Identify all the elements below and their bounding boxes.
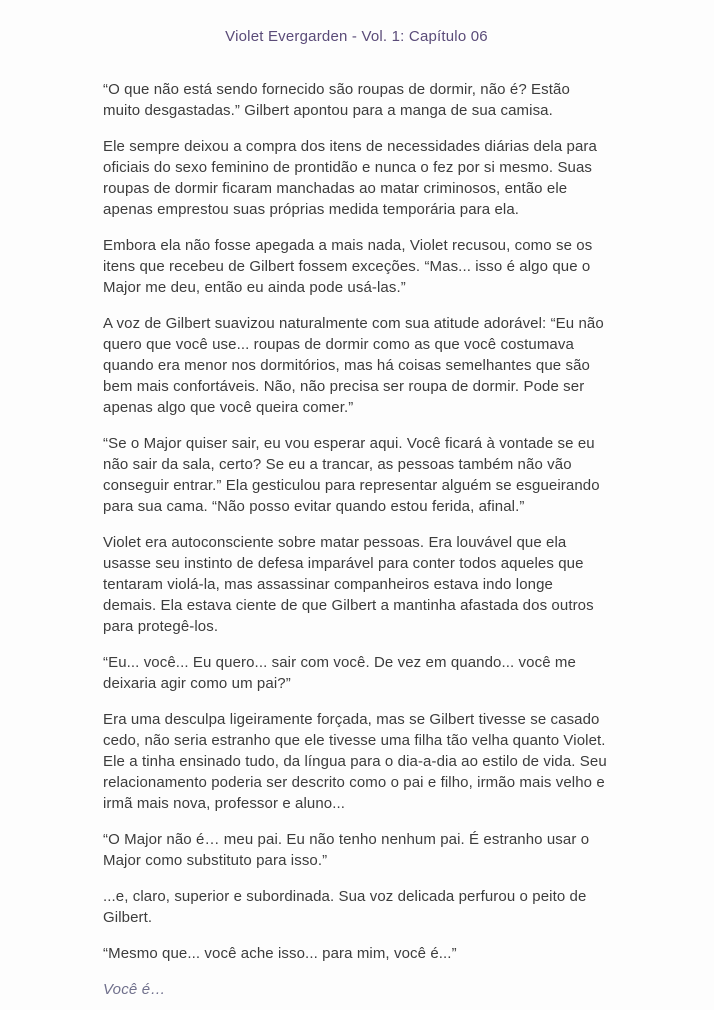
paragraph: A voz de Gilbert suavizou naturalmente com sua atitude adorável: “Eu não quero que você use... roupas de dormir como as que você costumava quando era menor nos dormitórios, mas há coisas semelhantes que são bem mais confortáveis. Não, não precisa ser roupa de dormir. Pode ser apenas algo que você queira comer.” xyxy=(103,315,604,416)
paragraph: “O Major não é… meu pai. Eu não tenho nenhum pai. É estranho usar o Major como substituto para isso.” xyxy=(103,831,590,869)
paragraph: “Eu... você... Eu quero... sair com você. De vez em quando... você me deixaria agir como um pai?” xyxy=(103,654,576,692)
closing-line: Você é… xyxy=(103,981,166,998)
paragraph: Ele sempre deixou a compra dos itens de necessidades diárias dela para oficiais do sexo feminino de prontidão e nunca o fez por si mesmo. Suas roupas de dormir ficaram manchadas ao matar criminosos, então ele apenas emprestou suas próprias medida temporária para ela. xyxy=(103,138,597,218)
paragraphs-container xyxy=(103,79,610,964)
paragraph: “Se o Major quiser sair, eu vou esperar aqui. Você ficará à vontade se eu não sair da sala, certo? Se eu a trancar, as pessoas também não vão conseguir entrar.” Ela gesticulou para representar alguém se esgueirando para sua cama. “Não posso evitar quando estou ferida, afinal.” xyxy=(103,435,600,515)
paragraph: Era uma desculpa ligeiramente forçada, mas se Gilbert tivesse se casado cedo, não seria estranho que ele tivesse uma filha tão velha quanto Violet. Ele a tinha ensinado tudo, da língua para o dia-a-dia ao estilo de vida. Seu relacionamento poderia ser descrito como o pai e filho, irmão mais velho e irmã mais nova, professor e aluno... xyxy=(103,711,607,812)
paragraph: Violet era autoconsciente sobre matar pessoas. Era louvável que ela usasse seu instinto de defesa imparável para conter todos aqueles que tentaram violá-la, mas assassinar companheiros estava indo longe demais. Ela estava ciente de que Gilbert a mantinha afastada dos outros para protegê-los. xyxy=(103,534,594,635)
paragraph: Embora ela não fosse apegada a mais nada, Violet recusou, como se os itens que recebeu de Gilbert fossem exceções. “Mas... isso é algo que o Major me deu, então eu ainda pode usá-las.” xyxy=(103,237,593,296)
paragraph: “O que não está sendo fornecido são roupas de dormir, não é? Estão muito desgastadas.” Gilbert apontou para a manga de sua camisa. xyxy=(103,81,570,119)
paragraph: “Mesmo que... você ache isso... para mim, você é...” xyxy=(103,945,457,962)
paragraph: ...e, claro, superior e subordinada. Sua voz delicada perfurou o peito de Gilbert. xyxy=(103,888,587,926)
page-title: Violet Evergarden - Vol. 1: Capítulo 06 xyxy=(225,28,488,45)
